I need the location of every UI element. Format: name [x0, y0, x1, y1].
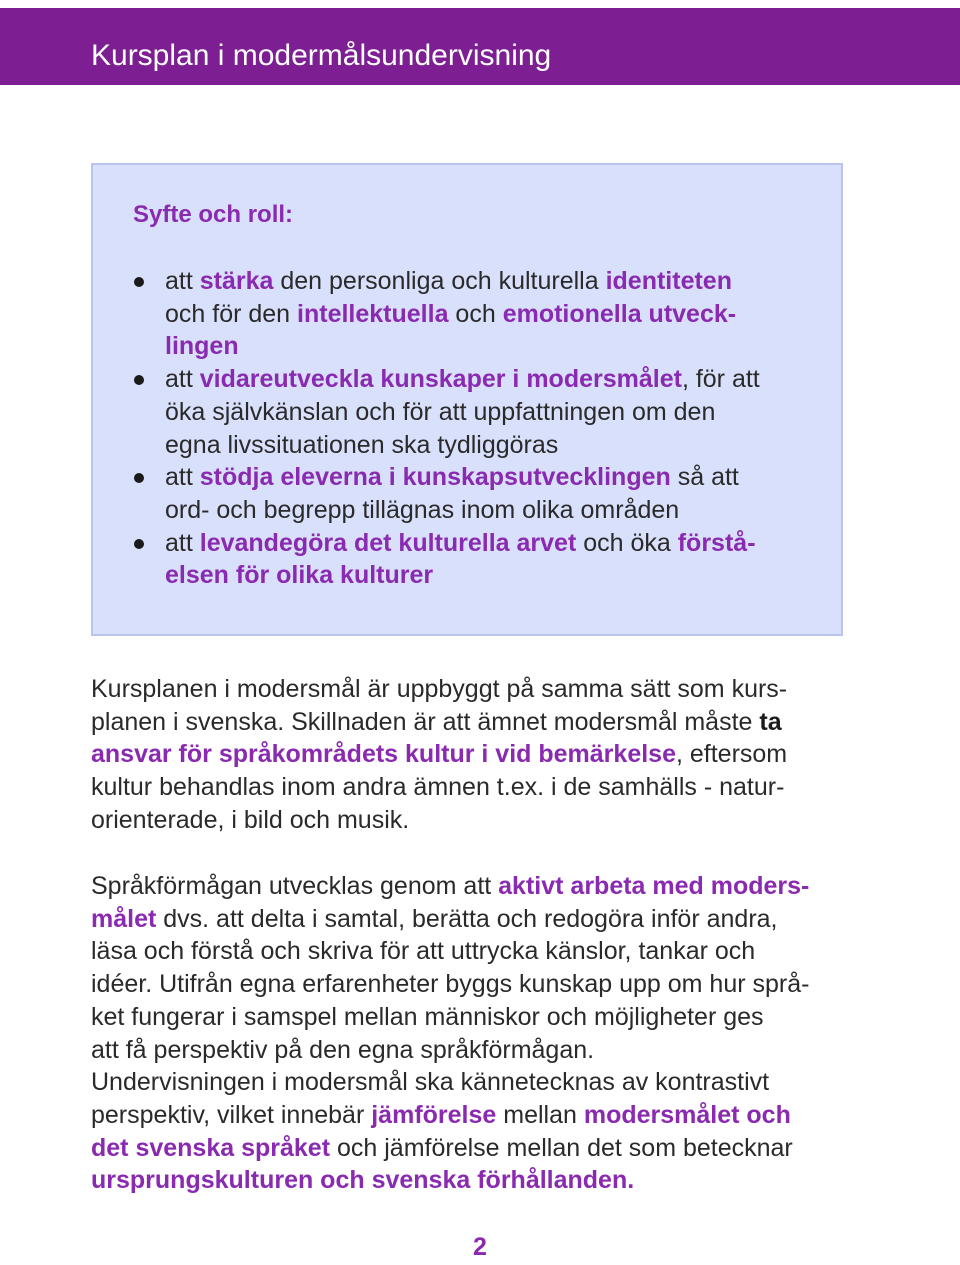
text-run: Kursplanen i modersmål är uppbyggt på samma sätt som kurs-: [91, 675, 788, 703]
bullet-line: [165, 527, 805, 560]
text-run: öka självkänslan och för att uppfattningen om den: [165, 397, 716, 426]
text-run: ket fungerar i samspel mellan människor och möjligheter ges: [91, 1002, 764, 1031]
text-run: och: [448, 299, 503, 328]
bullet-line: [165, 461, 805, 494]
highlighted-term: identiteten: [605, 267, 732, 295]
text-run: , eftersom: [675, 740, 788, 769]
highlighted-term: stärka: [199, 267, 274, 295]
text-run: , för att: [681, 365, 760, 394]
paragraph-line: [91, 968, 851, 1001]
bullet-line: [165, 265, 805, 298]
header-bar: [0, 8, 960, 85]
paragraph-line: [91, 1132, 851, 1165]
text-run: att: [165, 528, 200, 557]
highlighted-term: ursprungskulturen och svenska förhållanden.: [91, 1166, 635, 1195]
highlighted-term: intellektuella: [297, 299, 449, 328]
text-run: att: [165, 365, 200, 394]
highlighted-term: vidareutveckla kunskaper i modersmålet: [199, 365, 682, 394]
text-run: och öka: [576, 528, 678, 557]
text-run: Språkförmågan utvecklas genom att: [91, 872, 499, 900]
bullet-line: [165, 396, 805, 429]
bold-term: ta: [759, 707, 782, 736]
text-run: dvs. att delta i samtal, berätta och redogöra inför andra,: [156, 904, 778, 933]
box-heading: Syfte och roll:: [133, 201, 294, 228]
text-run: Undervisningen i modersmål ska kännetecknas av kontrastivt: [91, 1068, 770, 1097]
highlighted-term: levandegöra det kulturella arvet: [199, 528, 577, 557]
highlighted-term: lingen: [165, 332, 239, 361]
paragraph-line: [91, 1066, 851, 1099]
paragraph-line: [91, 935, 851, 968]
paragraph-line: [91, 673, 851, 706]
bullet-dot: [134, 277, 144, 287]
text-run: mellan: [496, 1100, 584, 1129]
highlighted-term: stödja eleverna i kunskapsutvecklingen: [199, 463, 671, 492]
text-run: så att: [670, 463, 739, 492]
highlighted-term: det svenska språket: [91, 1133, 331, 1162]
paragraph-line: [91, 804, 851, 837]
highlighted-term: jämförelse: [371, 1100, 497, 1129]
paragraph-line: [91, 1099, 851, 1132]
paragraph-line: [91, 870, 851, 903]
highlighted-term: förstå-: [677, 528, 756, 557]
bullet-line: [165, 298, 805, 331]
bullet-line: [165, 559, 805, 592]
bullet-line: [165, 429, 805, 462]
text-run: att: [165, 463, 200, 492]
bullet-line: [165, 330, 805, 363]
paragraph-line: [91, 903, 851, 936]
text-run: planen i svenska. Skillnaden är att ämnet modersmål måste: [91, 707, 760, 736]
highlighted-term: modersmålet och: [583, 1100, 791, 1129]
text-run: och jämförelse mellan det som betecknar: [330, 1133, 793, 1162]
page-number: 2: [473, 1233, 487, 1261]
text-run: ord- och begrepp tillägnas inom olika områden: [165, 495, 680, 524]
bullet-line: [165, 494, 805, 527]
paragraph-line: [91, 1164, 851, 1197]
text-run: och för den: [165, 299, 298, 328]
bullet-dot: [134, 539, 144, 549]
text-run: orienterade, i bild och musik.: [91, 805, 410, 834]
highlighted-term: emotionella utveck-: [502, 299, 737, 328]
highlighted-term: ansvar för språkområdets kultur i vid bemärkelse: [91, 740, 676, 769]
text-run: att få perspektiv på den egna språkförmågan.: [91, 1035, 595, 1064]
page-title: Kursplan i modermålsundervisning: [91, 39, 552, 72]
paragraph-line: [91, 771, 851, 804]
bullet-line: [165, 363, 805, 396]
text-run: läsa och förstå och skriva för att uttrycka känslor, tankar och: [91, 937, 756, 966]
highlighted-term: målet: [91, 904, 157, 933]
text-run: egna livssituationen ska tydliggöras: [165, 430, 559, 459]
text-run: att: [165, 267, 200, 295]
paragraph-line: [91, 738, 851, 771]
text-run: den personliga och kulturella: [273, 267, 606, 295]
text-run: kultur behandlas inom andra ämnen t.ex. i de samhälls - natur-: [91, 773, 785, 802]
highlighted-term: elsen för olika kulturer: [165, 561, 434, 590]
highlighted-term: aktivt arbeta med moders-: [498, 872, 810, 900]
paragraph-line: [91, 706, 851, 739]
paragraph-line: [91, 1001, 851, 1034]
paragraph-line: [91, 1034, 851, 1067]
text-run: perspektiv, vilket innebär: [91, 1100, 372, 1129]
text-run: idéer. Utifrån egna erfarenheter byggs kunskap upp om hur språ-: [91, 970, 810, 999]
